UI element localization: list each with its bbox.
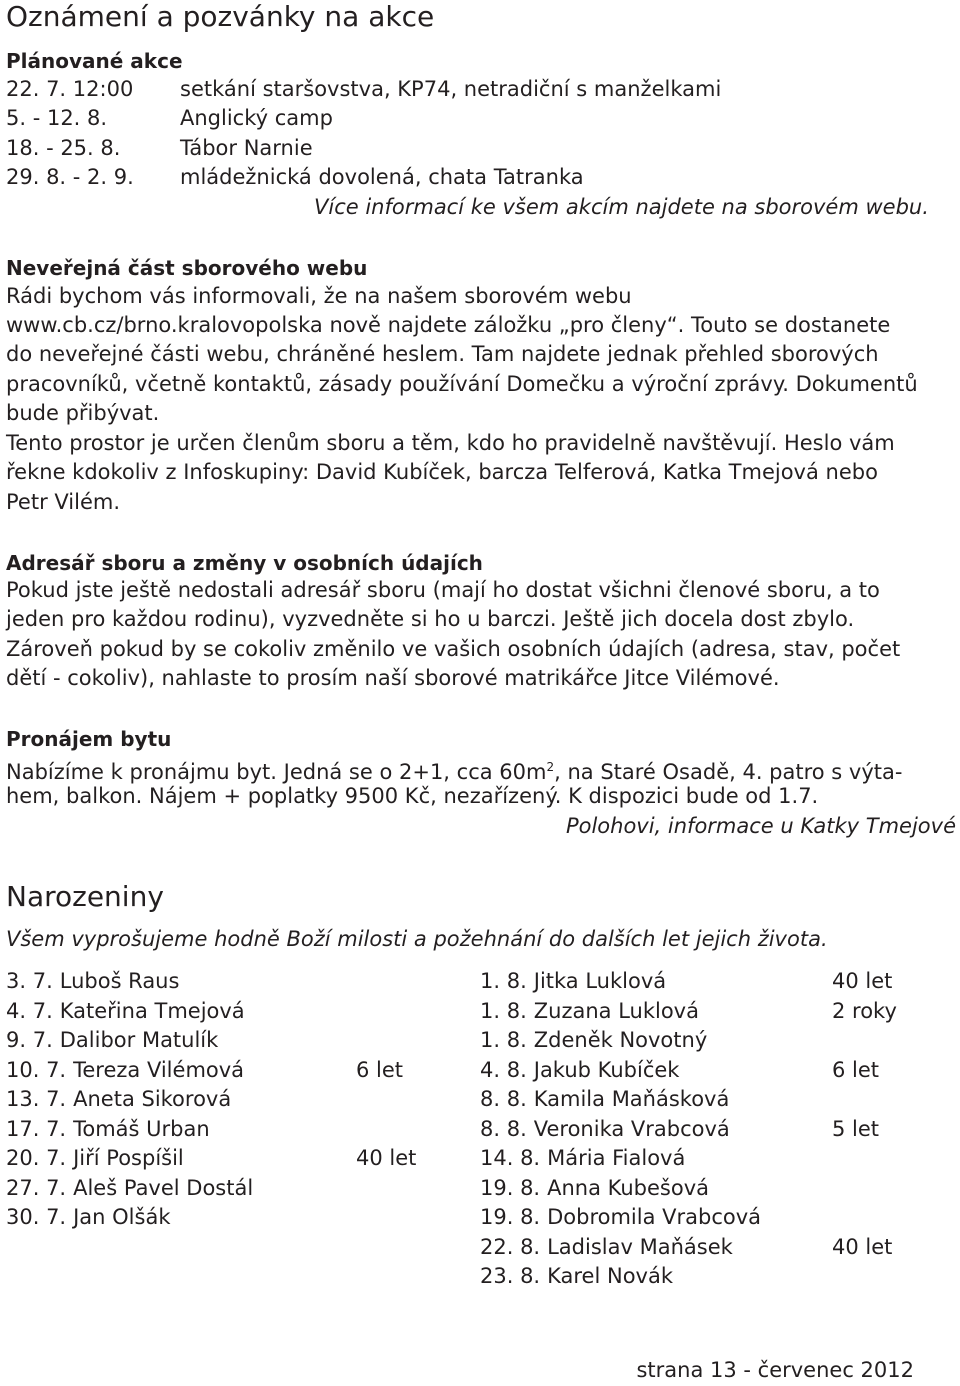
birthday-date: 4. 7. <box>6 998 53 1023</box>
birthday-date: 4. 8. <box>480 1057 527 1082</box>
birthday-name: Luboš Raus <box>59 969 180 993</box>
birthday-name: Zuzana Luklová <box>533 998 699 1023</box>
address-line: Zároveň pokud by se cokoliv změnilo ve vašich osobních údajích (adresa, stav, počet <box>6 637 901 661</box>
rent-contact: Polohovi, informace u Katky Tmejové <box>565 814 956 838</box>
birthday-date: 10. 7. <box>6 1057 67 1082</box>
birthday-name: Zdeněk Novotný <box>533 1028 708 1052</box>
birthday-name: Karel Novák <box>547 1264 673 1288</box>
event-name: Tábor Narnie <box>180 136 313 160</box>
birthday-date: 20. 7. <box>6 1146 67 1170</box>
event-date: 22. 7. 12:00 <box>6 77 134 101</box>
birthday-name: Kamila Maňásková <box>533 1087 730 1111</box>
rent-line: hem, balkon. Nájem + poplatky 9500 Kč, nezařízený. K dispozici bude od 1.7. <box>6 784 819 808</box>
event-date: 29. 8. - 2. 9. <box>6 165 134 189</box>
birthday-date: 8. 8. <box>480 1087 527 1111</box>
address-line: dětí - cokoliv), nahlaste to prosím naší sborové matrikářce Jitce Vilémové. <box>6 666 780 690</box>
address-heading: Adresář sboru a změny v osobních údajích <box>6 551 483 575</box>
birthday-name: Aleš Pavel Dostál <box>73 1175 254 1200</box>
web-line: Petr Vilém. <box>6 490 121 514</box>
address-line: jeden pro každou rodinu), vyzvedněte si ho u barczi. Ještě jich docela dost zbylo. <box>6 607 855 631</box>
birthdays-heading: Narozeniny <box>6 880 164 913</box>
web-line: Rádi bychom vás informovali, že na našem sborovém webu <box>6 284 632 308</box>
birthday-name: Veronika Vrabcová <box>533 1116 730 1141</box>
birthday-name: Dobromila Vrabcová <box>547 1205 762 1229</box>
birthday-date: 1. 8. <box>480 1028 527 1052</box>
address-line: Pokud jste ještě nedostali adresář sboru (mají ho dostat všichni členové sboru, a to <box>6 578 880 602</box>
birthday-name: Tomáš Urban <box>73 1116 210 1141</box>
web-line: Tento prostor je určen členům sboru a těm, kdo ho pravidelně navštěvují. Heslo vám <box>6 431 895 455</box>
birthday-name: Dalibor Matulík <box>59 1028 219 1052</box>
web-line: www.cb.cz/brno.kralovopolska nově najdete záložku „pro členy“. Touto se dostanete <box>6 313 891 337</box>
rent-superscript: 2 <box>546 760 555 774</box>
birthday-age: 40 let <box>832 1234 893 1259</box>
birthday-date: 8. 8. <box>480 1116 527 1141</box>
event-name: Anglický camp <box>180 106 333 130</box>
rent-heading: Pronájem bytu <box>6 727 172 751</box>
birthday-age: 6 let <box>832 1057 880 1082</box>
birthday-date: 9. 7. <box>6 1028 53 1052</box>
birthday-name: Jitka Luklová <box>533 969 667 993</box>
event-name: setkání staršovstva, KP74, netradiční s manželkami <box>180 77 722 101</box>
birthday-name: Aneta Sikorová <box>73 1087 232 1111</box>
event-date: 5. - 12. 8. <box>6 106 108 130</box>
planned-note: Více informací ke všem akcím najdete na sborovém webu. <box>314 195 929 219</box>
birthday-age: 40 let <box>832 969 893 993</box>
birthday-date: 1. 8. <box>480 998 527 1023</box>
birthday-date: 3. 7. <box>6 969 53 993</box>
rent-line-text: Nabízíme k pronájmu byt. Jedná se o 2+1, cca 60m <box>6 760 547 784</box>
birthday-date: 27. 7. <box>6 1175 67 1200</box>
event-date: 18. - 25. 8. <box>6 136 121 160</box>
web-line: do neveřejné části webu, chráněné heslem. Tam najdete jednak přehled sborových <box>6 342 879 366</box>
birthday-date: 13. 7. <box>6 1087 67 1111</box>
birthday-name: Anna Kubešová <box>547 1175 710 1200</box>
birthday-name: Kateřina Tmejová <box>59 998 245 1023</box>
birthday-date: 22. 8. <box>480 1234 541 1259</box>
birthday-age: 40 let <box>356 1146 417 1170</box>
web-line: pracovníků, včetně kontaktů, zásady používání Domečku a výroční zprávy. Dokumentů <box>6 372 918 396</box>
event-name: mládežnická dovolená, chata Tatranka <box>180 165 584 189</box>
rent-line-text: , na Staré Osadě, 4. patro s výta- <box>554 760 903 784</box>
page-title: Oznámení a pozvánky na akce <box>6 0 435 33</box>
birthday-date: 30. 7. <box>6 1205 67 1229</box>
birthday-date: 19. 8. <box>480 1205 541 1229</box>
birthday-age: 6 let <box>356 1057 404 1082</box>
birthday-name: Jiří Pospíšil <box>73 1146 184 1170</box>
birthday-date: 19. 8. <box>480 1175 541 1200</box>
birthday-name: Tereza Vilémová <box>73 1057 245 1082</box>
web-line: řekne kdokoliv z Infoskupiny: David Kubíček, barcza Telferová, Katka Tmejová nebo <box>6 460 878 484</box>
page-footer: strana 13 - červenec 2012 <box>636 1358 914 1382</box>
birthday-date: 17. 7. <box>6 1116 67 1141</box>
birthday-name: Jan Olšák <box>73 1205 171 1229</box>
birthday-date: 14. 8. <box>480 1146 541 1170</box>
birthday-date: 23. 8. <box>480 1264 541 1288</box>
birthday-name: Mária Fialová <box>547 1146 686 1170</box>
web-line: bude přibývat. <box>6 401 160 425</box>
planned-heading: Plánované akce <box>6 49 183 73</box>
web-heading: Neveřejná část sborového webu <box>6 256 368 280</box>
birthday-name: Jakub Kubíček <box>533 1057 680 1082</box>
birthday-name: Ladislav Maňásek <box>547 1234 733 1259</box>
birthday-age: 5 let <box>832 1116 880 1141</box>
birthday-date: 1. 8. <box>480 969 527 993</box>
birthdays-wish: Všem vyprošujeme hodně Boží milosti a požehnání do dalších let jejich života. <box>6 927 828 951</box>
birthday-age: 2 roky <box>832 998 897 1023</box>
